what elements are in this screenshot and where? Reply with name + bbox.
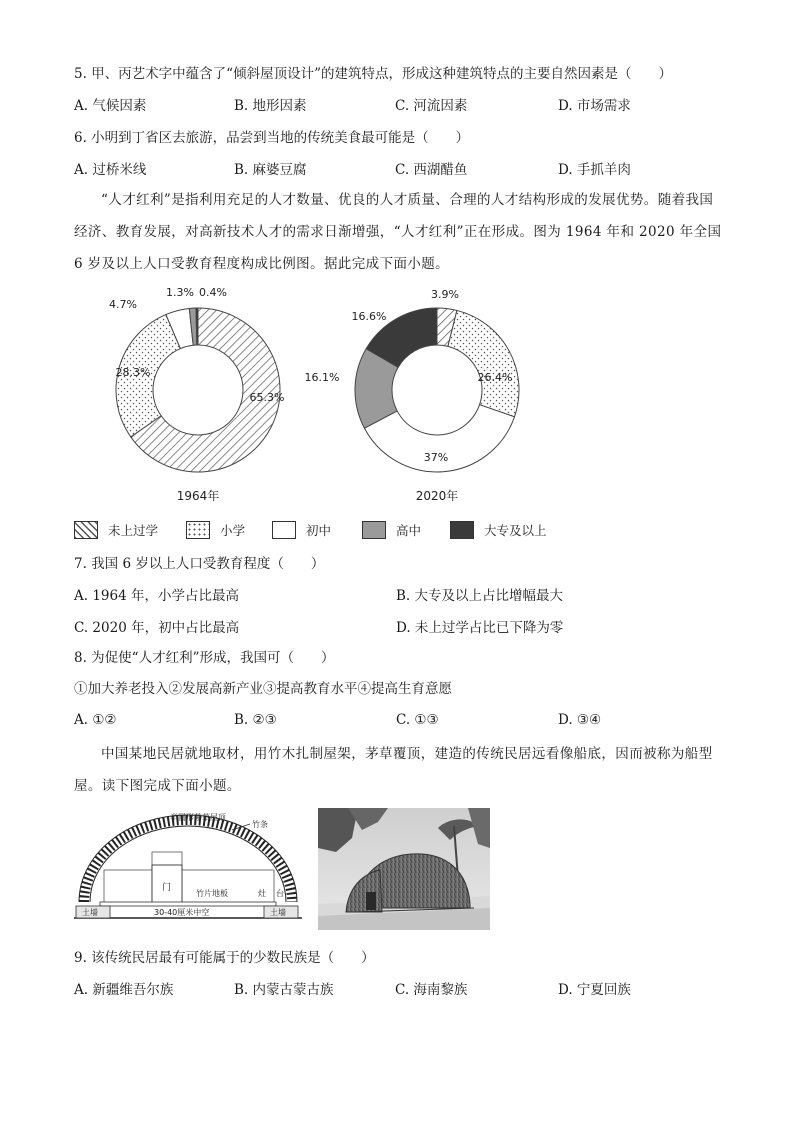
hatch-swatch-icon: [74, 521, 98, 539]
label-bamboo: 竹条: [252, 820, 268, 829]
data-label-2020-primary: 26.4%: [477, 371, 513, 384]
data-label-2020-senior: 16.1%: [304, 371, 340, 384]
passage1-line2: 经济、教育发展，对高新技术人才的需求日渐增强，“人才红利”正在形成。图为 1964 年和 2020 年全国: [74, 224, 722, 240]
data-label-1964-primary: 28.3%: [115, 366, 151, 379]
q8-option-b[interactable]: B. ②③: [234, 712, 277, 728]
passage-talent-dividend: [74, 184, 724, 280]
label-roof: 半圆形茅草屋顶: [170, 813, 226, 822]
q9-option-d[interactable]: D. 宁夏回族: [558, 982, 631, 998]
legend-item-senior: [362, 518, 421, 542]
q5-option-d[interactable]: D. 市场需求: [558, 98, 631, 114]
q5-option-a[interactable]: A. 气候因素: [74, 98, 147, 114]
label-floor: 竹片地板: [196, 889, 228, 898]
data-label-2020-none: 3.9%: [431, 288, 459, 301]
dark-swatch-icon: [450, 521, 474, 539]
q9-option-c[interactable]: C. 海南黎族: [395, 982, 468, 998]
q6-option-d[interactable]: D. 手抓羊肉: [558, 162, 631, 178]
q8-option-a[interactable]: A. ①②: [74, 712, 117, 728]
label-platform: 台: [276, 889, 284, 898]
legend-label-college: 大专及以上: [484, 523, 547, 538]
legend-item-none: [74, 518, 158, 542]
data-label-1964-none: 65.3%: [249, 391, 285, 404]
gray-swatch-icon: [362, 521, 386, 539]
label-door: 门: [162, 883, 172, 893]
data-label-1964-senior: 1.3%: [166, 286, 194, 299]
q6-option-a[interactable]: A. 过桥米线: [74, 162, 147, 178]
q6-option-c[interactable]: C. 西湖醋鱼: [395, 162, 468, 178]
label-wall-right: 土墙: [270, 908, 286, 917]
legend-label-none: 未上过学: [108, 523, 159, 538]
label-stove: 灶: [258, 889, 266, 898]
data-label-2020-college: 16.6%: [351, 310, 387, 323]
q9-option-b[interactable]: B. 内蒙古蒙古族: [234, 982, 334, 998]
label-wall-left: 土墙: [82, 908, 98, 917]
q6-option-b[interactable]: B. 麻婆豆腐: [234, 162, 307, 178]
q7-stem: 7. 我国 6 岁以上人口受教育程度（ ）: [74, 556, 325, 572]
q5-option-b[interactable]: B. 地形因素: [234, 98, 307, 114]
q7-option-b[interactable]: B. 大专及以上占比增幅最大: [396, 588, 564, 604]
passage1-line1: “人才红利”是指利用充足的人才数量、优良的人才质量、合理的人才结构形成的发展优势。随着我国: [101, 192, 714, 208]
data-label-1964-junior: 4.7%: [109, 298, 137, 311]
q7-option-a[interactable]: A. 1964 年，小学占比最高: [74, 588, 239, 604]
q7-option-d[interactable]: D. 未上过学占比已下降为零: [396, 620, 564, 636]
q9-stem: 9. 该传统民居最有可能属于的少数民族是（ ）: [74, 950, 375, 966]
chart-title-1964: 1964年: [176, 489, 220, 503]
thatched-house-photo: [318, 808, 490, 930]
q7-option-c[interactable]: C. 2020 年，初中占比最高: [74, 620, 240, 636]
legend-label-senior: 高中: [396, 523, 422, 538]
dots-swatch-icon: [186, 521, 210, 539]
slice-2020-primary: [448, 310, 519, 416]
q8-items: ①加大养老投入②发展高新产业③提高教育水平④提高生育意愿: [74, 681, 452, 697]
q8-option-d[interactable]: D. ③④: [558, 712, 602, 728]
legend-item-junior: [272, 518, 331, 542]
passage-boat-house: [74, 738, 724, 802]
q5-option-c[interactable]: C. 河流因素: [395, 98, 468, 114]
label-gap: 30-40厘米中空: [154, 908, 210, 917]
q6-stem: 6. 小明到丁省区去旅游，品尝到当地的传统美食最可能是（ ）: [74, 130, 470, 146]
passage2-line2: 屋。读下图完成下面小题。: [74, 778, 241, 794]
white-swatch-icon: [272, 521, 296, 539]
legend-label-primary: 小学: [220, 523, 246, 538]
data-label-2020-junior: 37%: [423, 451, 449, 464]
passage1-line3: 6 岁及以上人口受教育程度构成比例图。据此完成下面小题。: [74, 256, 450, 272]
chart-title-2020: 2020年: [415, 489, 459, 503]
legend-label-junior: 初中: [306, 523, 332, 538]
legend-item-college: [450, 518, 547, 542]
q5-stem: 5. 甲、丙艺术字中蕴含了“倾斜屋顶设计”的建筑特点，形成这种建筑特点的主要自然因素是（ ）: [74, 66, 672, 82]
q8-option-c[interactable]: C. ①③: [396, 712, 439, 728]
passage2-line1: 中国某地民居就地取材，用竹木扎制屋架，茅草覆顶，建造的传统民居远看像船底，因而被称为船型: [101, 746, 713, 762]
q8-stem: 8. 为促使“人才红利”形成，我国可（ ）: [74, 650, 335, 666]
education-donut-charts: [0, 280, 794, 510]
data-label-1964-college: 0.4%: [199, 286, 227, 299]
slice-1964-college: [196, 308, 198, 345]
boat-house-diagram: [74, 810, 302, 926]
legend-item-primary: [186, 518, 245, 542]
q9-option-a[interactable]: A. 新疆维吾尔族: [74, 982, 174, 998]
